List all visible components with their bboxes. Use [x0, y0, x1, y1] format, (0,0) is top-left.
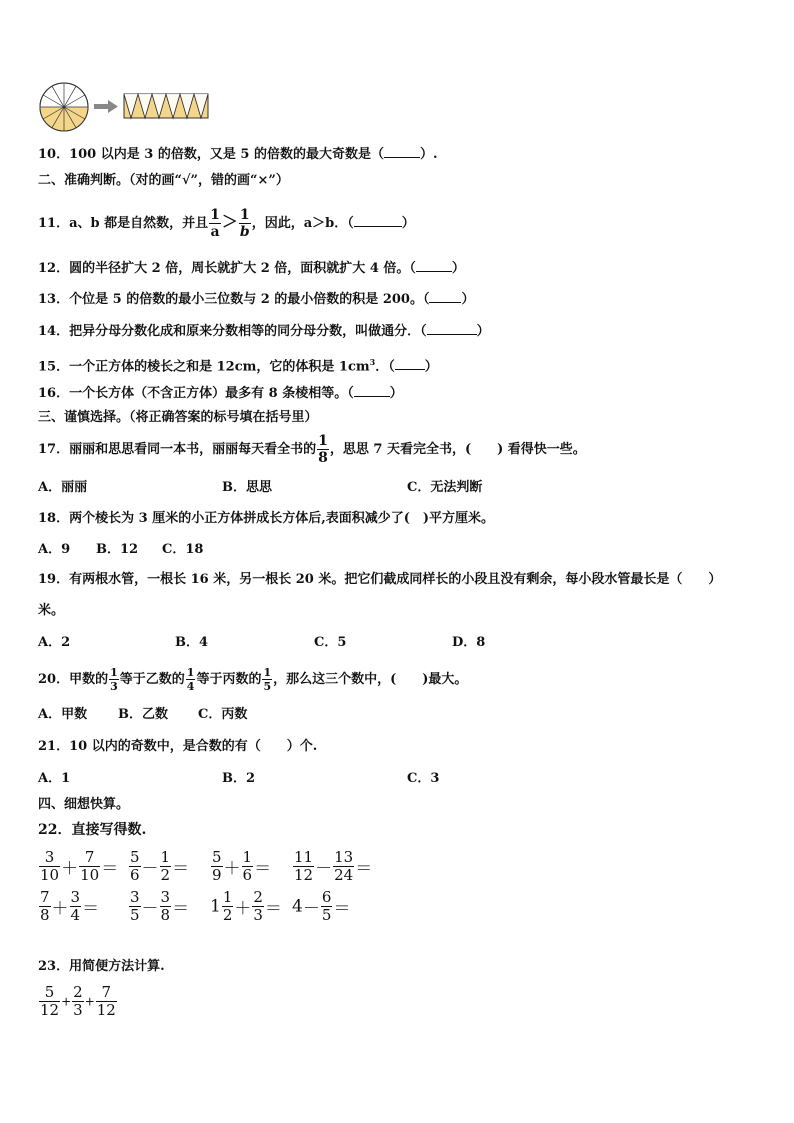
question-tail: ）. — [419, 147, 438, 162]
calc-1-2: $\frac{5}{6}$ － $\frac{1}{2}$ ＝ — [130, 848, 190, 884]
question-text: 个位是 5 的倍数的最小三位数与 2 的最小倍数的积是 200。（ — [69, 292, 430, 307]
section-2-heading: 二、准确判断。（对的画“√”，错的画“×”） — [38, 173, 289, 188]
question-21: 21．10 以内的奇数中，是合数的有（ ）个. — [38, 739, 318, 754]
greater-sign: ＞ — [221, 212, 238, 231]
question-text: 一个长方体（不含正方体）最多有 8 条棱相等。（ — [69, 386, 354, 401]
circle-rearrangement-figure — [38, 82, 213, 132]
question-20: 20．甲数的 $\frac{1}{3}$ 等于乙数的 $\frac{1}{4}$ 等于丙数的 $\frac{1}{5}$ ，那么这三个数中，( )最大。 — [38, 666, 468, 693]
question-13: 13．个位是 5 的倍数的最小三位数与 2 的最小倍数的积是 200。（ ） — [38, 292, 475, 307]
fraction-one-eighth: $\frac{1}{8}$ — [318, 433, 328, 466]
question-12: 12．圆的半径扩大 2 倍，周长就扩大 2 倍，面积就扩大 4 倍。（ ） — [38, 261, 465, 276]
calc-1-1: $\frac{3}{10}$ ＋ $\frac{7}{10}$ ＝ — [40, 848, 119, 884]
arrow-icon — [94, 100, 118, 113]
question-19: 19．有两根水管，一根长 16 米，另一根长 20 米。把它们截成同样长的小段且没有剩余，每小段水管最长是（ ） — [38, 572, 722, 587]
cube-superscript: 3 — [369, 357, 376, 367]
question-text: 有两根水管，一根长 16 米，另一根长 20 米。把它们截成同样长的小段且没有剩余，每小段水管最长是（ ） — [69, 572, 722, 587]
q19-option-b[interactable]: B．4 — [175, 635, 209, 650]
q19-option-d[interactable]: D．8 — [452, 635, 486, 650]
question-10 — [38, 145, 437, 164]
calc-1-4: $\frac{11}{12}$ － $\frac{13}{24}$ ＝ — [294, 848, 373, 884]
q17-option-a[interactable]: A．丽丽 — [38, 480, 88, 495]
q17-option-b[interactable]: B．思思 — [222, 480, 272, 495]
question-text: 圆的半径扩大 2 倍，周长就扩大 2 倍，面积就扩大 4 倍。（ — [69, 261, 416, 276]
q21-option-c[interactable]: C．3 — [407, 771, 440, 786]
question-text: 两个棱长为 3 厘米的小正方体拼成长方体后,表面积减少了( )平方厘米。 — [69, 511, 495, 526]
answer-blank[interactable] — [429, 290, 461, 303]
q18-option-b[interactable]: B．12 — [96, 542, 139, 557]
q20-option-a[interactable]: A．甲数 — [38, 707, 88, 722]
question-text: 一个正方体的棱长之和是 12cm，它的体积是 1cm — [69, 359, 370, 375]
question-16: 16．一个长方体（不含正方体）最多有 8 条棱相等。（ ） — [38, 386, 403, 401]
answer-blank[interactable] — [395, 357, 425, 370]
rearranged-sectors — [124, 94, 208, 118]
answer-blank[interactable] — [427, 322, 477, 335]
fraction-1-over-b: $\frac{1}{b}$ — [239, 207, 250, 240]
question-text: 丽丽和思思看同一本书，丽丽每天看全书的 — [69, 442, 317, 457]
question-text: a、b 都是自然数，并且 — [69, 216, 209, 231]
answer-blank[interactable] — [354, 214, 402, 227]
calc-2-2: $\frac{3}{5}$ － $\frac{3}{8}$ ＝ — [130, 888, 190, 924]
calc-2-4: 4－ $\frac{6}{5}$ ＝ — [292, 888, 351, 924]
question-22-title: 22．直接写得数. — [38, 822, 147, 838]
q20-option-c[interactable]: C．丙数 — [198, 707, 248, 722]
question-text-2: ，思思 7 天看完全书，( ) 看得快一些。 — [329, 442, 586, 457]
question-11: 11．a、b 都是自然数，并且 $\frac{1}{a}$ ＞ $\frac{1}{b}$ ，因此，a＞b．（ ） — [38, 207, 415, 240]
q20-option-b[interactable]: B．乙数 — [118, 707, 168, 722]
question-23-title: 23．用简便方法计算. — [38, 959, 165, 974]
question-19-continuation: 米。 — [38, 603, 65, 618]
q21-option-a[interactable]: A．1 — [38, 771, 71, 786]
question-text: 100 以内是 3 的倍数，又是 5 的倍数的最大奇数是（ — [69, 147, 384, 162]
q17-option-c[interactable]: C．无法判断 — [407, 480, 483, 495]
question-14: 14．把异分母分数化成和原来分数相等的同分母分数，叫做通分．（ ） — [38, 324, 490, 339]
fraction-one-quarter: $\frac{1}{4}$ — [186, 666, 195, 693]
answer-blank[interactable] — [384, 145, 420, 158]
question-text-2: ，因此，a＞b．（ — [251, 216, 354, 231]
q19-option-a[interactable]: A．2 — [38, 635, 71, 650]
calc-2-1: $\frac{7}{8}$ ＋ $\frac{3}{4}$ ＝ — [40, 888, 100, 924]
calc-1-3: $\frac{5}{9}$ ＋ $\frac{1}{6}$ ＝ — [212, 848, 272, 884]
q18-option-a[interactable]: A．9 — [38, 542, 71, 557]
fraction-one-third: $\frac{1}{3}$ — [110, 666, 118, 693]
answer-blank[interactable] — [354, 384, 390, 397]
answer-blank[interactable] — [416, 259, 452, 272]
question-18: 18．两个棱长为 3 厘米的小正方体拼成长方体后,表面积减少了( )平方厘米。 — [38, 511, 495, 526]
question-text: 10 以内的奇数中，是合数的有（ ）个. — [69, 739, 318, 754]
q19-option-c[interactable]: C．5 — [314, 635, 347, 650]
section-4-heading: 四、细想快算。 — [38, 797, 130, 812]
q21-option-b[interactable]: B．2 — [222, 771, 256, 786]
q18-option-c[interactable]: C．18 — [162, 542, 204, 557]
fraction-one-fifth: $\frac{1}{5}$ — [263, 666, 272, 693]
question-17: 17．丽丽和思思看同一本书，丽丽每天看全书的 $\frac{1}{8}$ ，思思 7 天看完全书，( ) 看得快一些。 — [38, 433, 586, 466]
question-number: 11． — [38, 216, 70, 231]
question-text: 把异分母分数化成和原来分数相等的同分母分数，叫做通分．（ — [69, 324, 427, 339]
section-3-heading: 三、谨慎选择。（将正确答案的标号填在括号里） — [38, 410, 318, 425]
fraction-1-over-a: $\frac{1}{a}$ — [210, 207, 220, 240]
question-15: 15．一个正方体的棱长之和是 12cm，它的体积是 $1cm^3$．（ ） — [38, 357, 438, 375]
question-number: 10． — [38, 147, 70, 162]
calc-2-3: 1 $\frac{1}{2}$ ＋ $\frac{2}{3}$ ＝ — [210, 888, 282, 924]
calc-23-expression: $\frac{5}{12}$ + $\frac{2}{3}$ + $\frac{7}{12}$ — [40, 983, 116, 1019]
